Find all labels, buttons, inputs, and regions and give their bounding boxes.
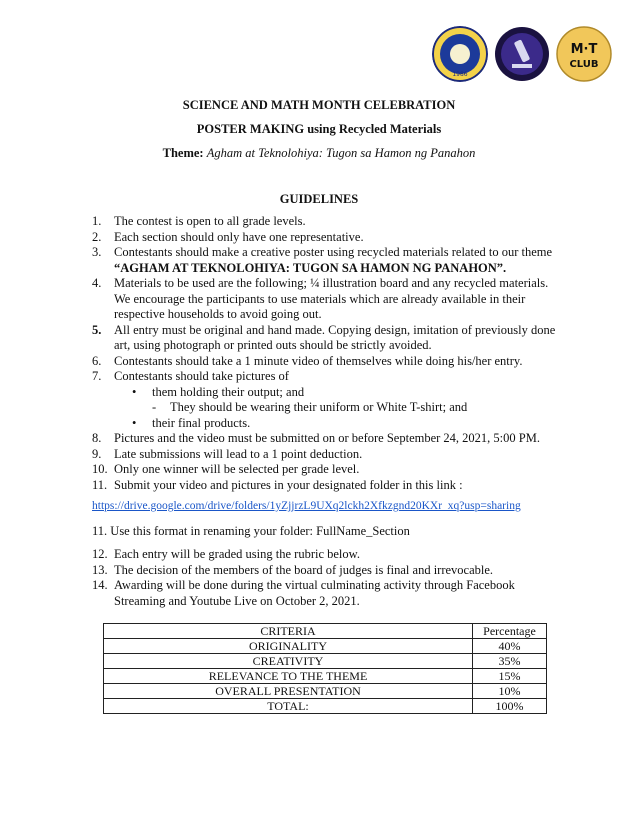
rename-format-line: 11. Use this format in renaming your folder: FullName_Section — [92, 524, 410, 538]
list-item: 2. Each section should only have one representative. — [92, 229, 364, 244]
list-item: 4. Materials to be used are the following; ¼ illustration board and any recycled materials. We encourage the participants to use materials which are already available in their respective households to avoid going out. — [92, 276, 549, 321]
list-item: 5. All entry must be original and hand made. Copying design, imitation of previously done art, using photograph or printed outs should be strictly avoided. — [92, 322, 556, 352]
bullet-icon: • — [132, 415, 137, 430]
guidelines-heading: GUIDELINES — [279, 192, 359, 206]
svg-text:CLUB: CLUB — [569, 59, 599, 70]
list-item: 7. Contestants should take pictures of — [92, 369, 289, 383]
bullet-icon: • — [132, 384, 137, 399]
school-seal-logo — [432, 26, 488, 82]
list-item: 10. Only one winner will be selected per grade level. — [92, 462, 360, 476]
list-item: 12. Each entry will be graded using the rubric below. — [92, 547, 360, 561]
mt-club-logo — [556, 26, 612, 82]
table-row: TOTAL: 100% — [104, 699, 547, 714]
table-row: ORIGINALITY 40% — [104, 639, 547, 654]
list-item: 8. Pictures and the video must be submitted on or before September 24, 2021, 5:00 PM. — [92, 431, 540, 445]
logo-row — [432, 26, 612, 82]
microscope-logo — [494, 26, 550, 82]
svg-text:M·T: M·T — [570, 42, 598, 57]
rubric-table — [103, 623, 547, 714]
list-item: 9. Late submissions will lead to a 1 point deduction. — [92, 446, 363, 461]
theme-emphasis: “AGHAM AT TEKNOLOHIYA: TUGON SA HAMON NG PANAHON”. — [114, 260, 507, 275]
criteria-header: CRITERIA — [104, 624, 473, 639]
theme-value: Agham at Teknolohiya: Tugon sa Hamon ng Panahon — [206, 146, 476, 160]
list-item: 6. Contestants should take a 1 minute video of themselves while doing his/her entry. — [92, 353, 523, 368]
theme-label: Theme: — [162, 146, 204, 160]
table-header-row — [104, 624, 547, 639]
sub-dash: - They should be wearing their uniform or White T-shirt; and — [152, 400, 468, 414]
table-row: RELEVANCE TO THE THEME 15% — [104, 669, 547, 684]
svg-text:1986: 1986 — [452, 71, 468, 78]
table-row: CREATIVITY 35% — [104, 654, 547, 669]
guidelines-list-2 — [92, 547, 562, 609]
list-item: 1. The contest is open to all grade levels. — [92, 214, 306, 228]
theme-line — [0, 146, 638, 161]
sub-bullet: • their final products. — [132, 415, 251, 430]
guidelines-list — [92, 214, 562, 493]
table-row: OVERALL PRESENTATION 10% — [104, 684, 547, 699]
list-item: 13. The decision of the members of the board of judges is final and irrevocable. — [92, 562, 494, 577]
percentage-header: Percentage — [473, 624, 547, 639]
drive-folder-link[interactable]: https://drive.google.com/drive/folders/1yZjjrzL9UXq2lckh2Xfkzgnd20KXr_xq?usp=sharing — [92, 500, 521, 512]
dash-icon: - — [152, 400, 157, 414]
list-item: 11. Submit your video and pictures in your designated folder in this link : — [92, 477, 463, 492]
event-title: SCIENCE AND MATH MONTH CELEBRATION — [182, 98, 456, 112]
sub-bullet: • them holding their output; and — [132, 384, 305, 399]
list-item: 3. Contestants should make a creative poster using recycled materials related to our theme “AGHAM AT TEKNOLOHIYA: TUGON SA HAMON NG PANAHON”. — [92, 245, 553, 275]
contest-title: POSTER MAKING using Recycled Materials — [196, 122, 442, 136]
list-item: 14. Awarding will be done during the virtual culminating activity through Facebook Streaming and Youtube Live on October 2, 2021. — [92, 578, 515, 608]
